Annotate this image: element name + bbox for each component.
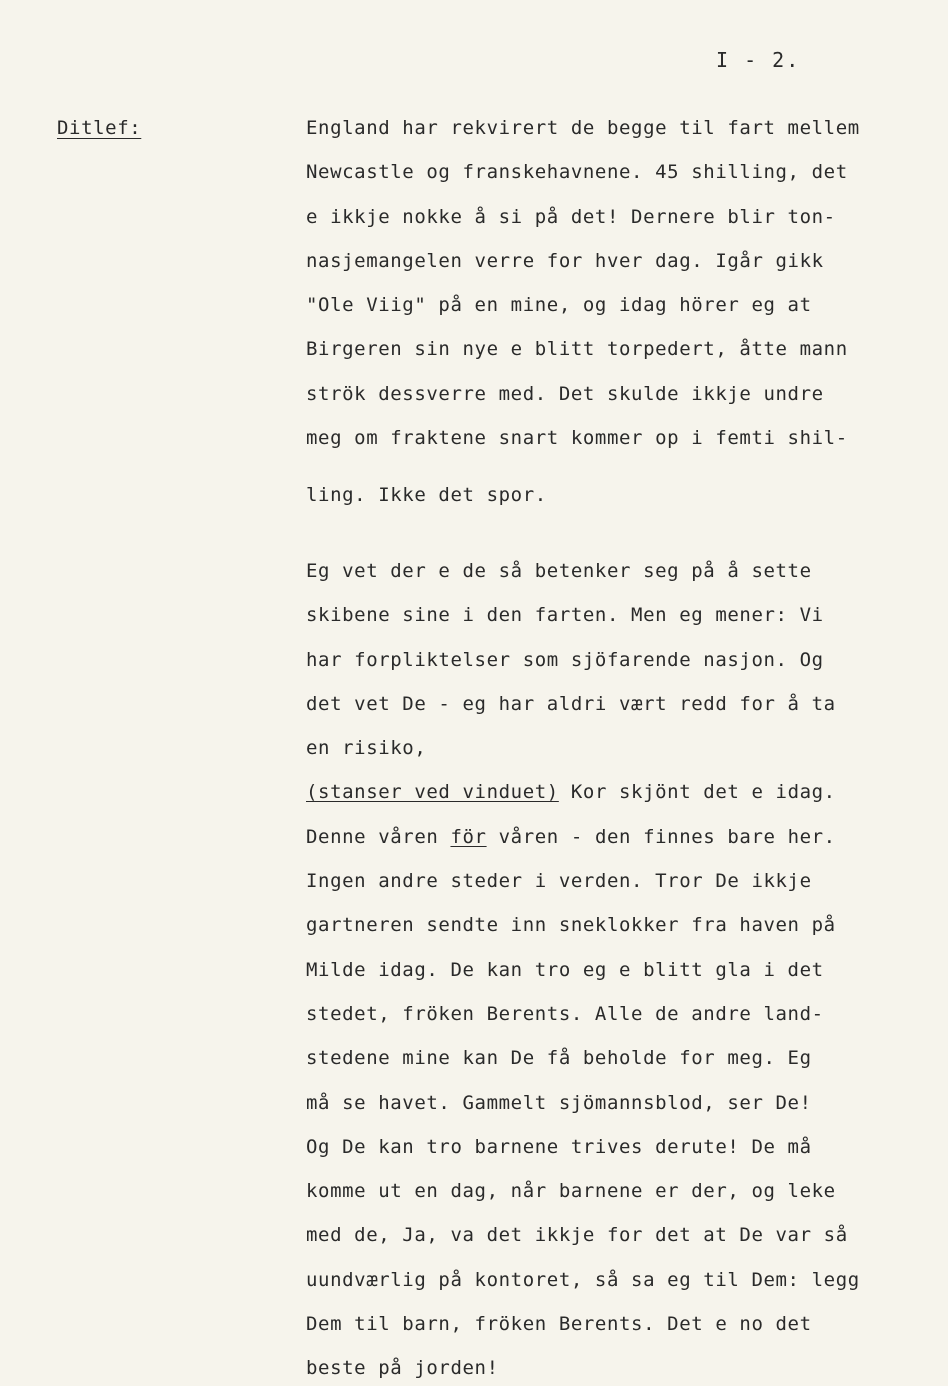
text-line: e ikkje nokke å si på det! Dernere blir ton- bbox=[306, 205, 836, 228]
text-line: nasjemangelen verre for hver dag. Igår gikk bbox=[306, 249, 824, 272]
text-line: Ingen andre steder i verden. Tror De ikkje bbox=[306, 870, 812, 893]
text-line: Birgeren sin nye e blitt torpedert, åtte mann bbox=[306, 338, 848, 361]
text-line: Eg vet der e de så betenker seg på å sette bbox=[306, 560, 812, 582]
text-line: stedet, fröken Berents. Alle de andre land- bbox=[306, 1002, 824, 1025]
emphasis-before: Denne våren bbox=[306, 825, 451, 848]
text-line: England har rekvirert de begge til fart mellem bbox=[306, 117, 860, 139]
speaker-name: Ditlef: bbox=[57, 117, 142, 139]
emphasis-line bbox=[306, 826, 926, 870]
emphasis-word: för bbox=[450, 825, 487, 848]
text-line: har forpliktelser som sjöfarende nasjon. Og bbox=[306, 648, 824, 671]
text-line: med de, Ja, va det ikkje for det at De var så bbox=[306, 1224, 848, 1247]
text-line: meg om fraktene snart kommer op i femti shil- bbox=[306, 427, 848, 450]
text-line: ling. Ikke det spor. bbox=[306, 484, 547, 507]
text-line: det vet De - eg har aldri vært redd for å ta bbox=[306, 692, 836, 715]
text-line: beste på jorden! bbox=[306, 1357, 499, 1380]
text-line: stedene mine kan De få beholde for meg. Eg bbox=[306, 1047, 812, 1070]
text-line: komme ut en dag, når barnene er der, og leke bbox=[306, 1180, 836, 1203]
text-line: skibene sine i den farten. Men eg mener: Vi bbox=[306, 604, 824, 627]
stage-direction-rest: Kor skjönt det e idag. bbox=[558, 781, 836, 804]
text-line: Og De kan tro barnene trives derute! De må bbox=[306, 1135, 812, 1158]
emphasis-after: våren - den finnes bare her. bbox=[486, 825, 836, 848]
text-line: gartneren sendte inn sneklokker fra haven på bbox=[306, 914, 836, 937]
text-line: en risiko, bbox=[306, 737, 427, 760]
text-line: Milde idag. De kan tro eg e blitt gla i det bbox=[306, 958, 824, 981]
text-line: "Ole Viig" på en mine, og idag hörer eg at bbox=[306, 294, 812, 317]
stage-direction: (stanser ved vinduet) bbox=[306, 781, 559, 804]
text-line: Dem til barn, fröken Berents. Det e no det bbox=[306, 1313, 812, 1336]
text-line: Newcastle og franskehavnene. 45 shilling, det bbox=[306, 161, 848, 184]
page-number: I - 2. bbox=[716, 48, 801, 72]
stage-direction-line bbox=[306, 781, 926, 825]
text-line: uundværlig på kontoret, så sa eg til Dem: legg bbox=[306, 1268, 860, 1291]
dialogue-paragraph-2 bbox=[306, 560, 926, 1386]
text-line: må se havet. Gammelt sjömannsblod, ser De! bbox=[306, 1091, 812, 1114]
dialogue-paragraph-1 bbox=[306, 117, 926, 529]
text-line: strök dessverre med. Det skulde ikkje undre bbox=[306, 382, 824, 405]
